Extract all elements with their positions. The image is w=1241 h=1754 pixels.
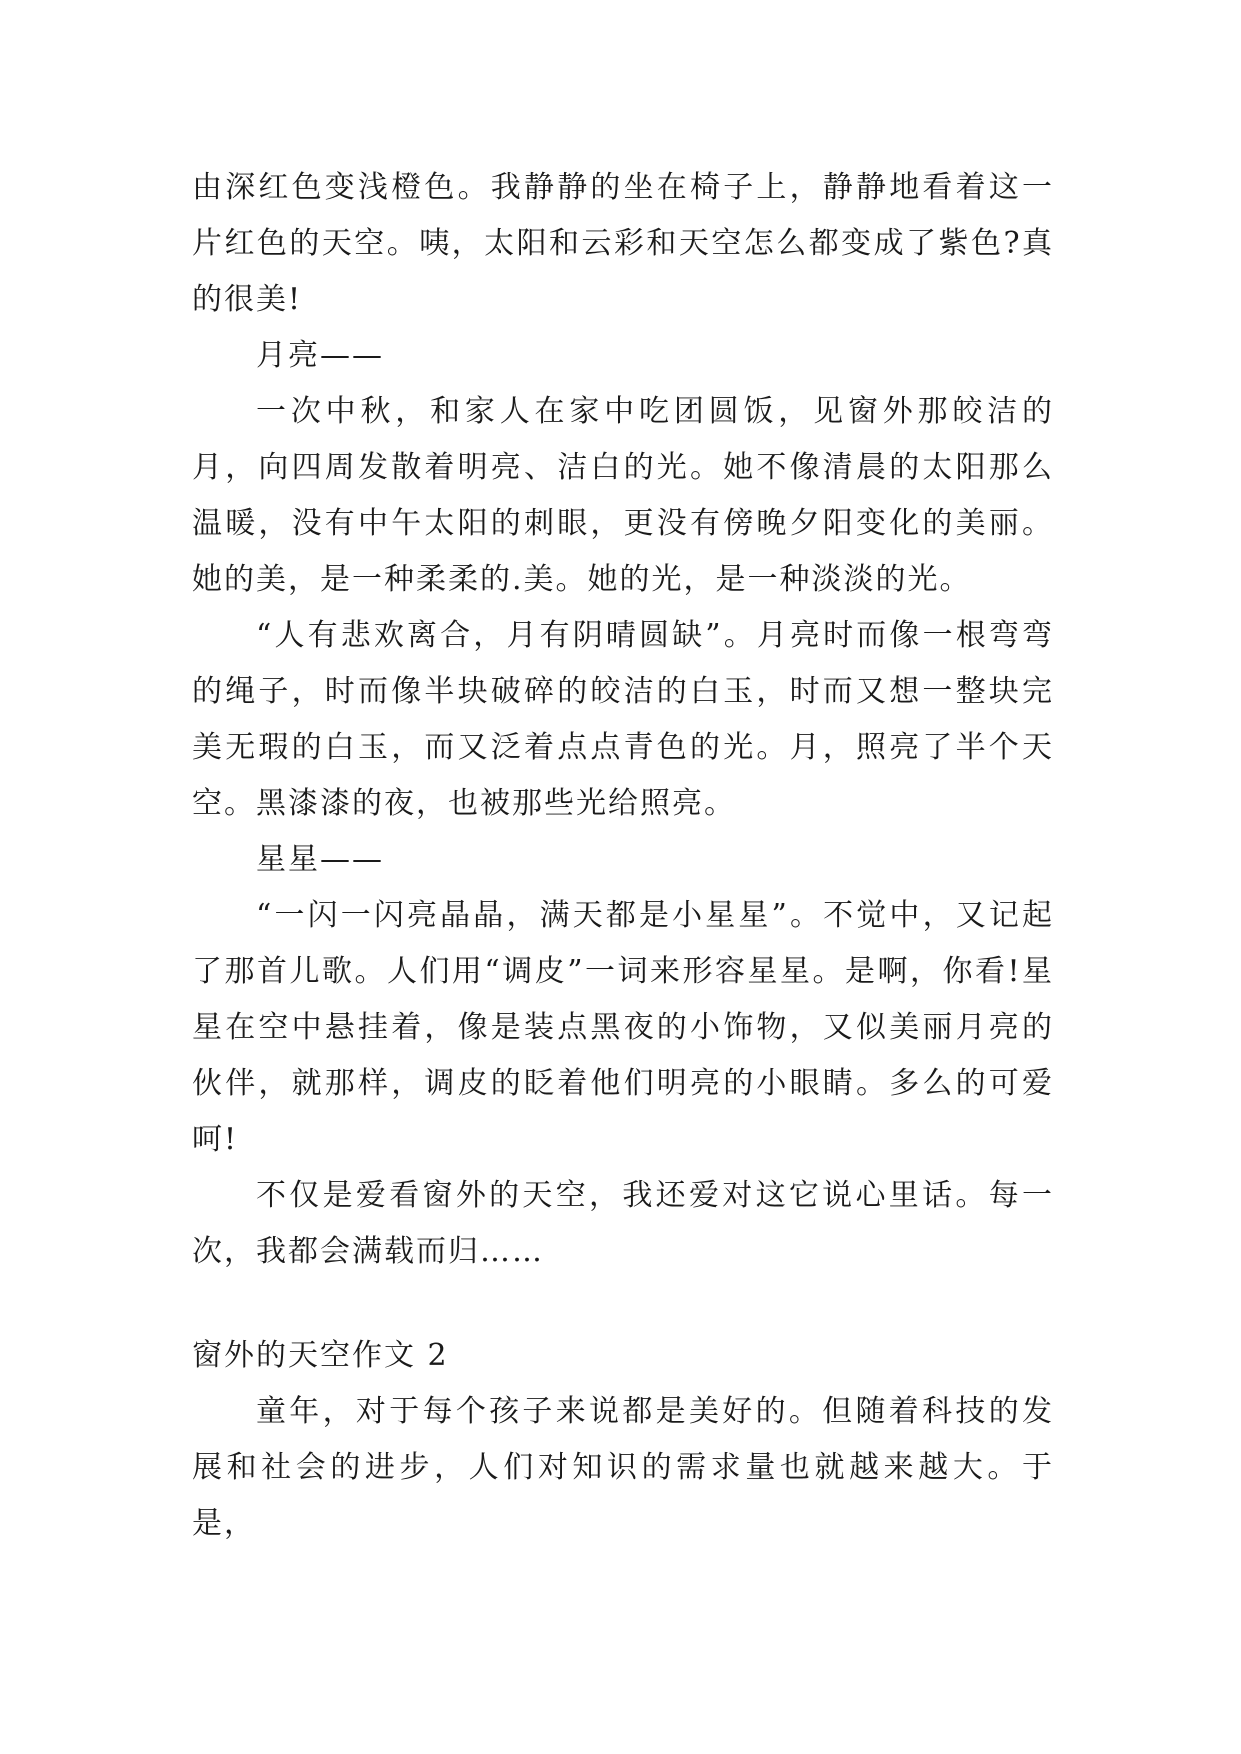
paragraph-closing: 不仅是爱看窗外的天空，我还爱对这它说心里话。每一次，我都会满载而归…… [192,1178,1054,1269]
paragraph-sunset-continuation: 由深红色变浅橙色。我静静的坐在椅子上，静静地看着这一片红色的天空。咦，太阳和云彩和天空怎么都变成了紫色?真的很美! [192,170,1054,317]
paragraph-moon-1: 一次中秋，和家人在家中吃团圆饭，见窗外那皎洁的月，向四周发散着明亮、洁白的光。她不像清晨的太阳那么温暖，没有中午太阳的刺眼，更没有傍晚夕阳变化的美丽。她的美，是一种柔柔的.美。她的光，是一种淡淡的光。 [192,394,1054,597]
subheading-stars: 星星—— [256,842,384,877]
paragraph-stars: “一闪一闪亮晶晶，满天都是小星星”。不觉中，又记起了那首儿歌。人们用“调皮”一词来形容星星。是啊，你看!星星在空中悬挂着，像是装点黑夜的小饰物，又似美丽月亮的伙伴，就那样，调皮的眨着他们明亮的小眼睛。多么的可爱呵! [192,898,1054,1157]
paragraph-essay2-intro: 童年，对于每个孩子来说都是美好的。但随着科技的发展和社会的进步，人们对知识的需求量也就越来越大。于是， [192,1394,1054,1541]
document-body [192,160,1054,1552]
subheading-moon: 月亮—— [256,338,384,373]
section-spacer [192,1280,1054,1328]
paragraph-moon-2: “人有悲欢离合，月有阴晴圆缺”。月亮时而像一根弯弯的绳子，时而像半块破碎的皎洁的白玉，时而又想一整块完美无瑕的白玉，而又泛着点点青色的光。月，照亮了半个天空。黑漆漆的夜，也被那些光给照亮。 [192,618,1054,821]
section-title: 窗外的天空作文 2 [192,1338,449,1373]
